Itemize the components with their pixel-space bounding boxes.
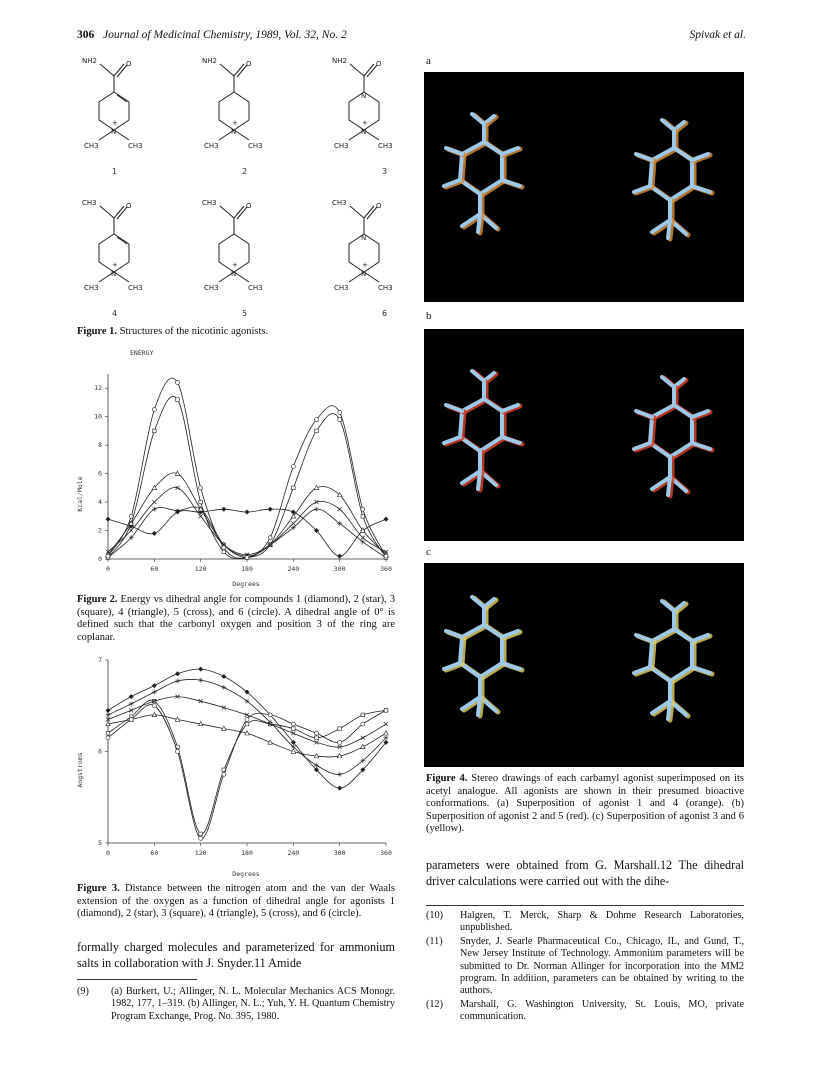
bond-stick — [636, 154, 652, 160]
y-tick-label: 6 — [98, 469, 102, 478]
data-point — [384, 554, 388, 558]
nitrogen-label: N — [361, 234, 367, 242]
charge-label: + — [232, 261, 238, 269]
running-authors: Spivak et al. — [689, 29, 746, 41]
double-bond — [117, 237, 127, 244]
panel-label-c: c — [426, 546, 431, 558]
body-paragraph-left: formally charged molecules and parameterized for ammonium salts in collaboration with J. Snyder.11 Amide — [77, 940, 395, 970]
data-point — [384, 735, 389, 740]
bond — [364, 272, 379, 282]
methyl-label: CH3 — [248, 284, 263, 292]
data-point — [337, 772, 342, 777]
data-point — [361, 736, 365, 740]
bond — [350, 64, 364, 76]
x-axis-label: Degrees — [232, 580, 260, 588]
data-point — [175, 508, 180, 513]
reference-item: (12) Marshall, G. Washington University, St. Louis, MO, private communication. — [426, 998, 744, 1023]
structure-number: 6 — [382, 309, 388, 318]
reference-item: (9) (a) Burkert, U.; Allinger, N. L. Molecular Mechanics ACS Monogr. 1982, 177, 1–319. (b) Allinger, N. L.; Yuh, Y. H. Quantum Chemistry Program Exchange, Prog. No. 395, 1980. — [77, 986, 395, 1022]
oxygen-label: O — [126, 60, 132, 68]
figure4-caption: Figure 4. Stereo drawings of each carbamyl agonist superimposed on its acetyl analogue. All agonists are shown in their presumed bioactive conformations. (a) Superposition of agonist 1 and 4 (orange). (b) Superposition of agonist 2 and 5 (red). (c) Superposition of agonist 3 and 6 (yellow). — [426, 773, 744, 835]
bond-stick — [692, 667, 710, 673]
data-point — [338, 740, 342, 744]
nitrogen-label: N — [111, 128, 117, 136]
data-point — [106, 708, 111, 713]
data-point — [361, 722, 365, 726]
methyl-label: CH3 — [378, 284, 393, 292]
data-point — [152, 712, 157, 716]
figure3-chart — [72, 650, 402, 882]
nitrogen-label: N — [361, 128, 367, 136]
bond-stick — [478, 214, 480, 232]
data-point — [152, 500, 156, 504]
series-line — [108, 507, 386, 558]
data-point — [245, 556, 249, 560]
charge-label: + — [362, 261, 368, 269]
bond-stick — [650, 417, 652, 443]
methyl-label: CH3 — [84, 142, 99, 150]
bond-stick — [478, 471, 480, 489]
x-tick-label: 240 — [287, 565, 300, 573]
nitrogen-label: N — [361, 92, 367, 100]
methyl-label: CH3 — [84, 284, 99, 292]
data-point — [153, 429, 157, 433]
x-tick-label: 360 — [380, 849, 392, 857]
x-axis-label: Degrees — [232, 870, 260, 878]
x-tick-label: 60 — [150, 849, 159, 857]
data-point — [268, 536, 272, 540]
bond-stick — [692, 186, 710, 192]
structure-number: 2 — [242, 167, 248, 176]
y-tick-label: 12 — [94, 384, 102, 393]
data-point — [199, 836, 203, 840]
bond — [220, 206, 234, 218]
x-tick-label: 300 — [333, 849, 346, 857]
data-point — [268, 507, 273, 512]
data-point — [384, 731, 389, 735]
methyl-label: CH3 — [128, 142, 143, 150]
bond-stick — [674, 629, 692, 641]
data-point — [292, 486, 296, 490]
bond-stick — [636, 635, 652, 641]
data-point — [314, 763, 319, 768]
x-tick-label: 0 — [106, 849, 110, 857]
charge-label: + — [112, 119, 118, 127]
substituent-label: CH3 — [202, 199, 217, 207]
bond-stick — [636, 411, 652, 417]
reference-item: (10) Halgren, T. Merck, Sharp & Dohme Research Laboratories, unpublished. — [426, 910, 744, 934]
data-point — [176, 398, 180, 402]
data-point — [361, 515, 365, 519]
data-point — [106, 712, 111, 717]
data-point — [245, 699, 250, 704]
data-point — [337, 786, 342, 791]
nitrogen-label: N — [111, 270, 117, 278]
molecule-structure — [332, 199, 393, 318]
journal-title: Journal of Medicinal Chemistry, 1989, Vol. 32, No. 2 — [103, 29, 347, 41]
data-point — [198, 667, 203, 672]
data-point — [221, 674, 226, 679]
reference-item: (11) Snyder, J. Searle Pharmaceutical Co., Chicago, IL, and Gund, T., New Jersey Institute of Technology. Ammonium parameters will be submitted to Dr. Norman Allinger for incorporation into the MM2 program. In addition, parameters can be obtained by writing to the authors. — [426, 935, 744, 997]
bond-stick — [446, 405, 462, 411]
x-tick-label: 120 — [194, 565, 207, 573]
data-point — [221, 685, 226, 690]
series-line — [108, 378, 386, 558]
charge-label: + — [362, 119, 368, 127]
data-point — [152, 531, 157, 536]
data-point — [361, 536, 365, 540]
data-point — [152, 690, 157, 695]
data-point — [360, 758, 365, 763]
methyl-label: CH3 — [334, 284, 349, 292]
bond-stick — [478, 697, 480, 715]
bond-stick — [446, 148, 462, 154]
y-tick-label: 5 — [98, 839, 102, 847]
bond — [234, 272, 249, 282]
references-right — [426, 910, 744, 1024]
data-point — [337, 521, 342, 526]
bond-stick — [460, 637, 462, 663]
nitrogen-label: N — [231, 128, 237, 136]
data-point — [314, 507, 319, 512]
y-axis-label: Kcal/Mole — [76, 476, 84, 512]
oxygen-label: O — [246, 202, 252, 210]
bond — [100, 206, 114, 218]
bond-stick — [446, 631, 462, 637]
data-point — [106, 554, 110, 558]
data-point — [106, 731, 110, 735]
data-point — [315, 740, 319, 744]
data-point — [338, 507, 342, 511]
data-point — [176, 381, 180, 385]
data-point — [175, 679, 180, 684]
data-point — [291, 731, 295, 735]
figure2-chart — [72, 344, 402, 592]
bond-stick — [692, 443, 710, 449]
substituent-label: CH3 — [332, 199, 347, 207]
data-point — [361, 744, 366, 748]
y-tick-label: 6 — [98, 747, 102, 756]
oxygen-label: O — [376, 60, 382, 68]
bond — [350, 206, 364, 218]
substituent-label: CH3 — [82, 199, 97, 207]
data-point — [129, 694, 134, 699]
bond-stick — [674, 148, 692, 160]
figure1-caption: Figure 1. Structures of the nicotinic agonists. — [77, 326, 269, 337]
bond-stick — [668, 701, 670, 719]
data-point — [291, 525, 296, 530]
data-point — [129, 701, 134, 706]
data-point — [361, 713, 365, 717]
data-point — [221, 507, 226, 512]
structure-number: 5 — [242, 309, 248, 318]
oxygen-label: O — [376, 202, 382, 210]
data-point — [129, 708, 133, 712]
substituent-label: NH2 — [332, 57, 347, 65]
bond-stick — [502, 663, 520, 669]
x-tick-label: 300 — [333, 565, 346, 573]
data-point — [152, 507, 157, 512]
footnote-divider — [426, 905, 744, 906]
data-point — [152, 683, 157, 688]
structure-number: 1 — [112, 167, 118, 176]
bond-stick — [668, 220, 670, 238]
y-tick-label: 7 — [98, 656, 102, 664]
stereo-panel-c — [424, 563, 744, 767]
chart-title: ENERGY — [130, 349, 154, 357]
bond-stick — [460, 411, 462, 437]
data-point — [384, 517, 389, 522]
oxygen-label: O — [126, 202, 132, 210]
series-line — [108, 509, 386, 556]
molecule-structure — [202, 57, 263, 176]
data-point — [199, 500, 203, 504]
data-point — [361, 507, 365, 511]
figure1-structures — [72, 50, 412, 322]
y-tick-label: 8 — [98, 441, 102, 450]
data-point — [292, 727, 296, 731]
data-point — [222, 546, 226, 550]
series-line — [108, 697, 386, 747]
data-point — [175, 671, 180, 676]
data-point — [315, 429, 319, 433]
bond-stick — [674, 405, 692, 417]
bond-stick — [460, 154, 462, 180]
methyl-label: CH3 — [248, 142, 263, 150]
data-point — [222, 772, 226, 776]
data-point — [129, 717, 133, 721]
methyl-label: CH3 — [128, 284, 143, 292]
figure3-caption: Figure 3. Distance between the nitrogen atom and the van der Waals extension of the oxygen as a function of dihedral angle for agonists 1 (diamond), 2 (star), 3 (square), 4 (triangle), 5 (cross), and 6 (circle). — [77, 883, 395, 920]
x-tick-label: 180 — [241, 565, 253, 573]
data-point — [315, 418, 319, 422]
bond — [114, 130, 129, 140]
bond-stick — [650, 641, 652, 667]
series-line — [108, 396, 386, 558]
data-point — [129, 529, 133, 533]
molecule-model — [444, 597, 522, 716]
footnote-divider — [77, 979, 197, 980]
data-point — [199, 832, 203, 836]
bond-stick — [484, 625, 502, 637]
bond-stick — [484, 399, 502, 411]
x-tick-label: 240 — [287, 849, 300, 857]
molecule-model — [444, 114, 522, 233]
molecule-structure — [202, 199, 263, 318]
series-line — [108, 669, 386, 788]
data-point — [315, 731, 319, 735]
structure-number: 4 — [112, 309, 118, 318]
data-point — [129, 514, 133, 518]
y-tick-label: 2 — [98, 526, 102, 535]
molecule-structure — [332, 57, 393, 176]
bond-stick — [668, 477, 670, 495]
bond — [364, 130, 379, 140]
molecule-model — [634, 120, 712, 239]
data-point — [199, 486, 203, 490]
page-number: 306 — [77, 29, 95, 41]
data-point — [338, 418, 342, 422]
data-point — [291, 521, 295, 525]
data-point — [152, 408, 156, 412]
series-line — [108, 487, 386, 554]
x-tick-label: 120 — [194, 849, 207, 857]
data-point — [360, 539, 365, 544]
data-point — [268, 713, 272, 717]
molecule-model — [634, 377, 712, 496]
methyl-label: CH3 — [204, 142, 219, 150]
stereo-panel-a — [424, 72, 744, 302]
data-point — [245, 713, 249, 717]
data-point — [384, 722, 388, 726]
bond — [234, 130, 249, 140]
data-point — [315, 736, 319, 740]
substituent-label: NH2 — [82, 57, 97, 65]
x-tick-label: 60 — [150, 565, 159, 573]
data-point — [129, 535, 134, 540]
data-point — [106, 517, 111, 522]
data-point — [245, 510, 250, 515]
data-point — [176, 750, 180, 754]
data-point — [152, 704, 156, 708]
bond — [220, 64, 234, 76]
methyl-label: CH3 — [204, 284, 219, 292]
data-point — [198, 678, 203, 683]
panel-label-b: b — [426, 310, 432, 322]
data-point — [338, 727, 342, 731]
molecule-structure — [82, 57, 143, 176]
bond — [114, 272, 129, 282]
structure-number: 3 — [382, 167, 388, 176]
nitrogen-label: N — [361, 270, 367, 278]
body-paragraph-right: parameters were obtained from G. Marshall.12 The dihedral driver calculations were carried out with the dihe- — [426, 858, 744, 888]
y-tick-label: 0 — [98, 555, 102, 563]
methyl-label: CH3 — [378, 142, 393, 150]
charge-label: + — [112, 261, 118, 269]
stereo-panel-b — [424, 329, 744, 541]
molecule-structure — [82, 199, 143, 318]
panel-label-a: a — [426, 55, 431, 67]
x-tick-label: 360 — [380, 565, 392, 573]
data-point — [245, 722, 249, 726]
data-point — [338, 410, 342, 414]
nitrogen-label: N — [231, 270, 237, 278]
molecule-model — [444, 371, 522, 490]
y-tick-label: 10 — [94, 412, 102, 421]
data-point — [291, 722, 295, 726]
substituent-label: NH2 — [202, 57, 217, 65]
data-point — [337, 554, 342, 559]
y-tick-label: 4 — [98, 498, 102, 507]
charge-label: + — [232, 119, 238, 127]
molecule-model — [634, 601, 712, 720]
oxygen-label: O — [246, 60, 252, 68]
data-point — [222, 550, 226, 554]
data-point — [199, 514, 203, 518]
bond-stick — [650, 160, 652, 186]
methyl-label: CH3 — [334, 142, 349, 150]
bond-stick — [502, 437, 520, 443]
bond-stick — [484, 142, 502, 154]
data-point — [384, 708, 388, 712]
data-point — [291, 465, 295, 469]
x-tick-label: 180 — [241, 849, 253, 857]
data-point — [245, 717, 249, 721]
bond — [100, 64, 114, 76]
references-left — [77, 986, 395, 1023]
bond-stick — [502, 180, 520, 186]
x-tick-label: 0 — [106, 565, 110, 573]
y-axis-label: Angstroms — [76, 752, 84, 788]
figure2-caption: Figure 2. Energy vs dihedral angle for compounds 1 (diamond), 2 (star), 3 (square), 4 (triangle), 5 (cross), and 6 (circle). A dihedral angle of 0° is defined such that the carbonyl oxygen and position 3 of the ring are coplanar. — [77, 594, 396, 643]
data-point — [106, 736, 110, 740]
double-bond — [117, 95, 127, 102]
